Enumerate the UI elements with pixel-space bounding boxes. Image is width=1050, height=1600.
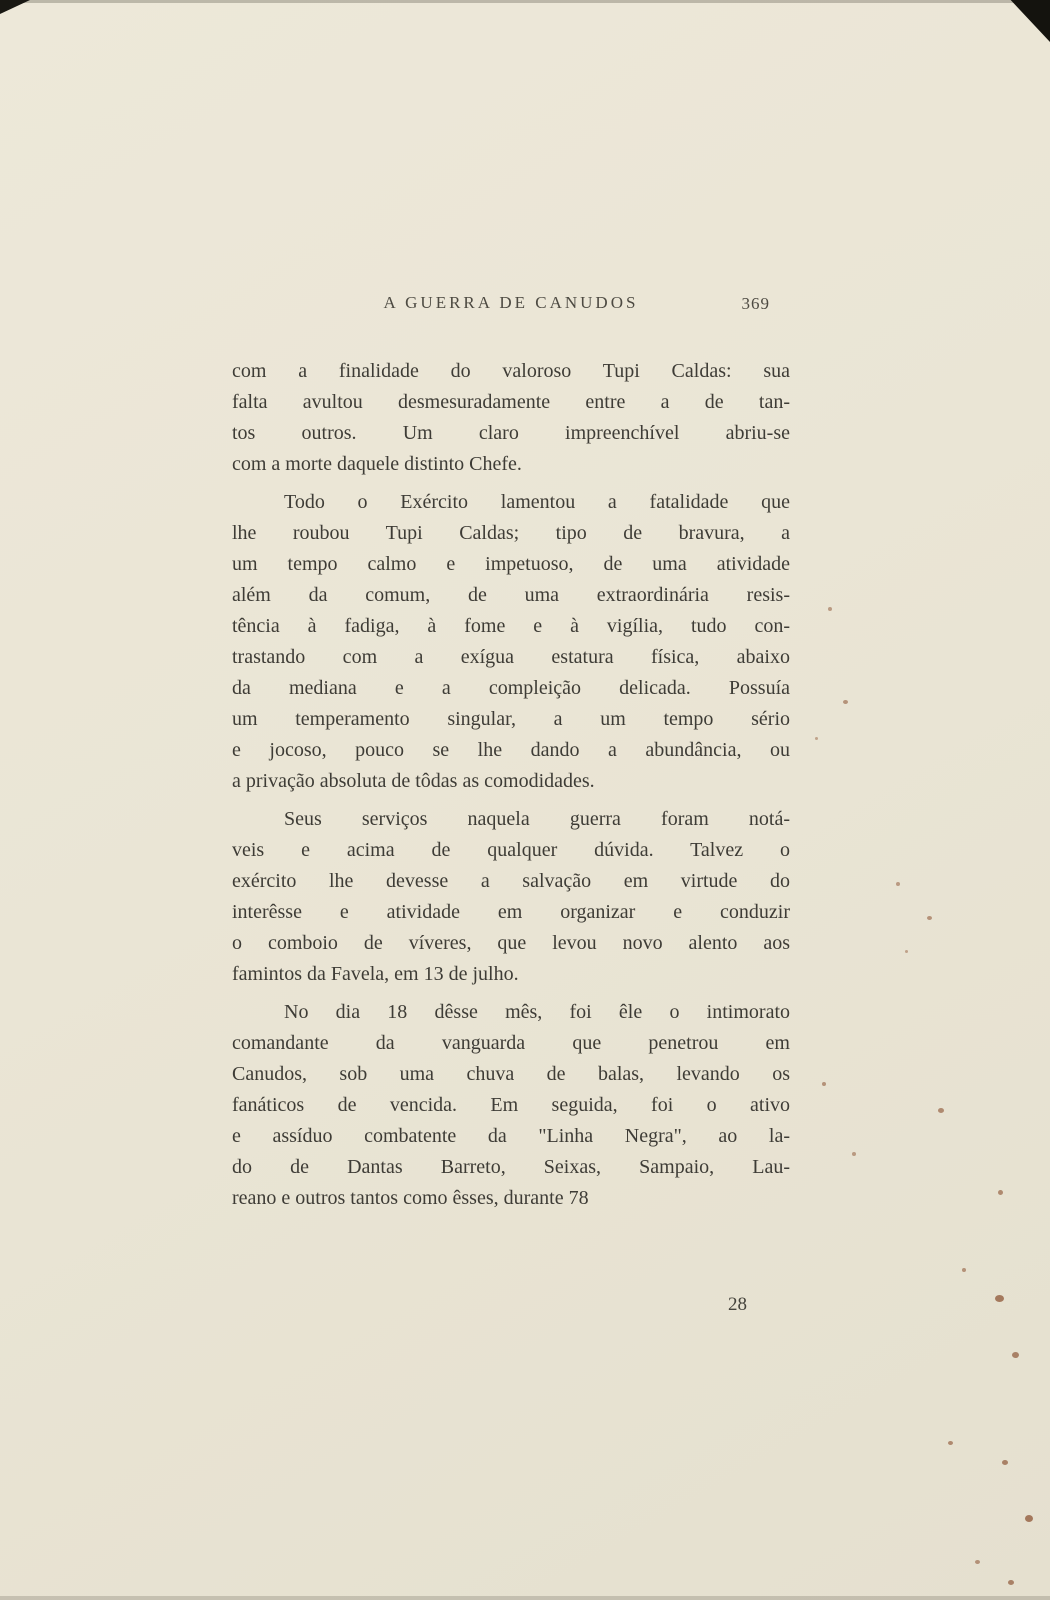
text-line: Canudos, sob uma chuva de balas, levando os	[232, 1063, 790, 1085]
stain-mark	[998, 1190, 1003, 1195]
text-line: da mediana e a compleição delicada. Possuía	[232, 677, 790, 699]
text-line: exército lhe devesse a salvação em virtude do	[232, 870, 790, 892]
text-line: tência à fadiga, à fome e à vigília, tudo con-	[232, 615, 790, 637]
scan-edge-top	[0, 0, 1050, 3]
paragraph	[232, 487, 790, 797]
stain-mark	[1008, 1580, 1014, 1585]
text-line: famintos da Favela, em 13 de julho.	[232, 963, 519, 985]
stain-mark	[896, 882, 900, 886]
stain-mark	[843, 700, 848, 704]
stain-mark	[1025, 1515, 1033, 1522]
text-line: do de Dantas Barreto, Seixas, Sampaio, Lau-	[232, 1156, 790, 1178]
scan-corner-mark-left	[0, 0, 30, 14]
scan-corner-mark-right	[1002, 0, 1050, 42]
stain-mark	[828, 607, 832, 611]
paragraph	[232, 804, 790, 990]
text-block	[232, 356, 790, 1221]
text-line: comandante da vanguarda que penetrou em	[232, 1032, 790, 1054]
stain-mark	[905, 950, 908, 953]
text-line: com a morte daquele distinto Chefe.	[232, 453, 522, 475]
scan-edge-bottom	[0, 1596, 1050, 1600]
text-line: fanáticos de vencida. Em seguida, foi o ativo	[232, 1094, 790, 1116]
text-line: Todo o Exército lamentou a fatalidade que	[284, 491, 790, 513]
text-line: além da comum, de uma extraordinária resis-	[232, 584, 790, 606]
page-header	[232, 293, 790, 319]
text-line: interêsse e atividade em organizar e conduzir	[232, 901, 790, 923]
text-line: No dia 18 dêsse mês, foi êle o intimorato	[284, 1001, 790, 1023]
text-line: tos outros. Um claro impreenchível abriu-se	[232, 422, 790, 444]
text-line: a privação absoluta de tôdas as comodidades.	[232, 770, 595, 792]
text-line: e jocoso, pouco se lhe dando a abundância, ou	[232, 739, 790, 761]
text-line: um tempo calmo e impetuoso, de uma atividade	[232, 553, 790, 575]
stain-mark	[948, 1441, 953, 1445]
page-number: 369	[741, 294, 770, 313]
stain-mark	[815, 737, 818, 740]
text-line: e assíduo combatente da "Linha Negra", ao la-	[232, 1125, 790, 1147]
stain-mark	[822, 1082, 826, 1086]
stain-mark	[975, 1560, 980, 1564]
paragraph	[232, 997, 790, 1214]
stain-mark	[1002, 1460, 1008, 1465]
text-line: com a finalidade do valoroso Tupi Caldas: sua	[232, 360, 790, 382]
text-line: veis e acima de qualquer dúvida. Talvez o	[232, 839, 790, 861]
signature-number: 28	[728, 1294, 747, 1315]
text-line: o comboio de víveres, que levou novo alento aos	[232, 932, 790, 954]
text-line: falta avultou desmesuradamente entre a de tan-	[232, 391, 790, 413]
stain-mark	[927, 916, 932, 920]
stain-mark	[938, 1108, 944, 1113]
text-line: um temperamento singular, a um tempo sério	[232, 708, 790, 730]
stain-mark	[962, 1268, 966, 1272]
text-line: Seus serviços naquela guerra foram notá-	[284, 808, 790, 830]
stain-mark	[1012, 1352, 1019, 1358]
stain-mark	[852, 1152, 856, 1156]
stain-mark	[995, 1295, 1004, 1302]
paragraph	[232, 356, 790, 480]
text-line: trastando com a exígua estatura física, abaixo	[232, 646, 790, 668]
text-line: reano e outros tantos como êsses, durante 78	[232, 1187, 589, 1209]
running-title: A GUERRA DE CANUDOS	[383, 293, 639, 312]
text-line: lhe roubou Tupi Caldas; tipo de bravura, a	[232, 522, 790, 544]
